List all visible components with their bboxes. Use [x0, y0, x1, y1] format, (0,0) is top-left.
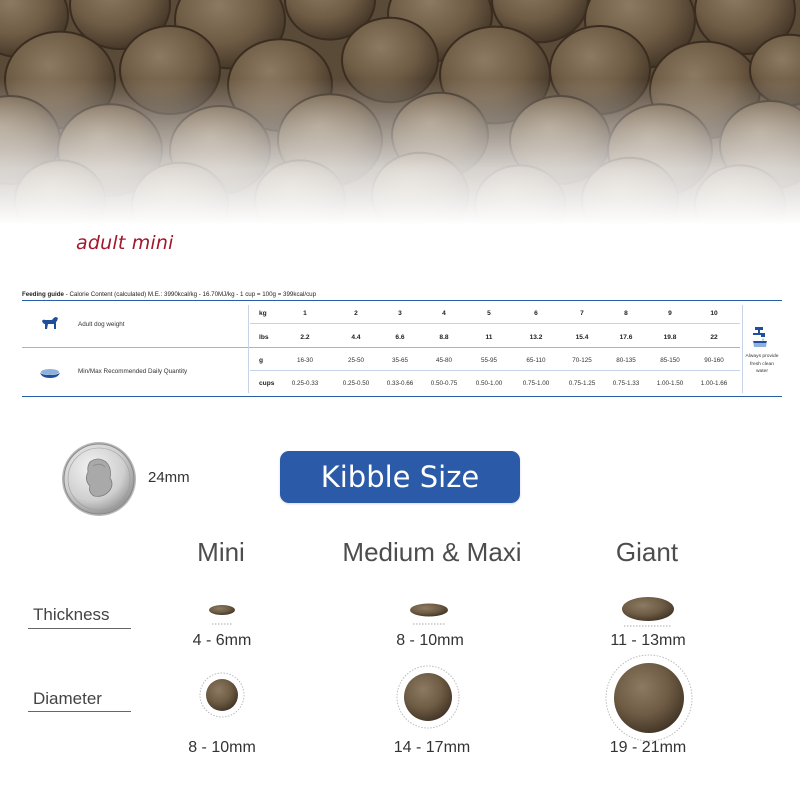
diameter-giant-value: 19 - 21mm: [609, 739, 687, 756]
guide-cell-cups: 1.00-1.50: [656, 380, 684, 387]
diameter-medium-maxi-value: 14 - 17mm: [393, 739, 471, 756]
water-note-line: fresh clean: [750, 361, 774, 367]
thickness-medium-maxi-value: 8 - 10mm: [396, 632, 464, 649]
thickness-giant-value: 11 - 13mm: [610, 632, 686, 649]
column-divider: [742, 305, 743, 393]
kibble-thickness-mini: [203, 601, 241, 629]
guide-cell-g: 16-30: [296, 357, 314, 364]
guide-cell-cups: 0.33-0.66: [386, 380, 414, 387]
column-header-medium-maxi: Medium & Maxi: [342, 537, 522, 567]
row-label-thickness: Thickness: [33, 605, 110, 624]
guide-cell-cups: 0.75-1.33: [612, 380, 640, 387]
guide-cell-kg: 2: [354, 310, 358, 317]
water-note-line: Always provide: [745, 354, 779, 359]
guide-cell-lbs: 19.8: [663, 334, 677, 341]
guide-cell-g: 80-135: [616, 357, 636, 364]
feeding-guide-table: [22, 300, 782, 397]
water-tap-icon: [750, 325, 770, 349]
guide-cell-kg: 10: [710, 310, 718, 317]
guide-cell-kg: 6: [534, 310, 538, 317]
guide-cell-lbs: 17.6: [619, 334, 633, 341]
row-label-diameter: Diameter: [33, 689, 102, 708]
kibble-size-badge: Kibble Size: [280, 451, 520, 503]
row-underline: [28, 711, 131, 712]
guide-cell-g: 25-50: [347, 357, 365, 364]
guide-cell-g: 90-160: [704, 357, 724, 364]
guide-cell-kg: 3: [398, 310, 402, 317]
guide-cell-kg: 1: [303, 310, 307, 317]
row-underline: [28, 628, 131, 629]
guide-cell-cups: 1.00-1.66: [700, 380, 728, 387]
guide-cell-g: 85-150: [660, 357, 680, 364]
row-separator: [250, 370, 740, 371]
guide-cell-kg: 4: [442, 310, 446, 317]
guide-cell-cups: 0.50-1.00: [475, 380, 503, 387]
column-header-giant: Giant: [615, 537, 679, 567]
dog-icon: [40, 315, 60, 331]
row-separator: [250, 323, 740, 324]
feeding-guide-title: [22, 291, 316, 298]
guide-cell-g: 55-95: [480, 357, 498, 364]
kibble-diameter-medium-maxi: [395, 664, 461, 730]
kibble-hero-image: [0, 0, 800, 225]
kibble-thickness-giant: [612, 591, 684, 631]
guide-cell-lbs: 4.4: [351, 334, 361, 341]
guide-cell-cups: 0.25-0.50: [342, 380, 370, 387]
guide-cell-g: 35-65: [391, 357, 409, 364]
unit-g: g: [259, 357, 264, 364]
guide-cell-lbs: 8.8: [439, 334, 449, 341]
unit-kg: kg: [259, 310, 267, 317]
guide-cell-kg: 7: [580, 310, 584, 317]
kibble-diameter-mini: [198, 671, 246, 719]
column-divider: [248, 305, 249, 393]
guide-cell-lbs: 11: [485, 334, 493, 341]
column-header-mini: Mini: [197, 537, 245, 567]
adult-dog-weight-label: Adult dog weight: [78, 321, 125, 328]
water-note: [741, 353, 783, 376]
guide-cell-lbs: 22: [710, 334, 718, 341]
food-bowl-icon: [39, 367, 61, 379]
feeding-guide-calorie-note: - Calorie Content (calculated) M.E.: 3990kcal/kg - 16.70MJ/kg - 1 cup = 100g = 399kcal/cup: [63, 291, 317, 298]
guide-cell-lbs: 6.6: [395, 334, 405, 341]
kibble-thickness-medium-maxi: [403, 599, 455, 629]
unit-cups: cups: [259, 380, 275, 387]
table-divider: [22, 347, 740, 348]
guide-cell-cups: 0.25-0.33: [291, 380, 319, 387]
guide-cell-cups: 0.75-1.00: [522, 380, 550, 387]
guide-cell-lbs: 2.2: [300, 334, 310, 341]
product-name: adult mini: [76, 232, 174, 254]
daily-quantity-label: Min/Max Recommended Daily Quantity: [78, 368, 188, 375]
diameter-mini-value: 8 - 10mm: [188, 739, 256, 756]
thickness-mini-value: 4 - 6mm: [192, 632, 252, 649]
guide-cell-cups: 0.75-1.25: [568, 380, 596, 387]
unit-lbs: lbs: [259, 334, 269, 341]
feeding-guide-heading: Feeding guide: [22, 291, 64, 298]
quarter-coin-image: [60, 440, 138, 518]
guide-cell-cups: 0.50-0.75: [430, 380, 458, 387]
guide-cell-kg: 5: [487, 310, 491, 317]
guide-cell-lbs: 15.4: [575, 334, 589, 341]
guide-cell-kg: 9: [668, 310, 672, 317]
guide-cell-g: 70-125: [572, 357, 592, 364]
water-note-line: water: [756, 369, 768, 374]
coin-size-label: 24mm: [148, 469, 190, 486]
guide-cell-g: 65-110: [526, 357, 546, 364]
guide-cell-g: 45-80: [435, 357, 453, 364]
kibble-diameter-giant: [604, 653, 694, 743]
guide-cell-kg: 8: [624, 310, 628, 317]
guide-cell-lbs: 13.2: [529, 334, 543, 341]
